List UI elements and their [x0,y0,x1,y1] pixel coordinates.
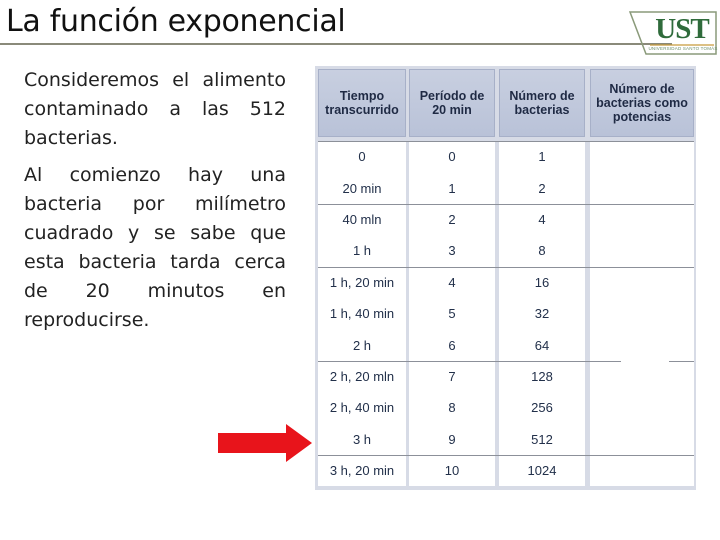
table-cell: 64 [534,337,550,353]
table-header-1: Período de 20 min [409,69,495,137]
table-cell [590,361,694,392]
table-divider [318,141,694,142]
title-underline [0,43,672,45]
logo-text: UST [655,13,709,45]
table-cell: 3 [448,243,456,259]
table-cell [590,392,694,423]
slide-title: La función exponencial [6,4,346,39]
table-cell: 5 [448,306,456,322]
right-arrow-icon [218,424,312,462]
table-cell: 16 [534,274,550,290]
table-cell [590,204,694,235]
table-cell: 40 mln [342,211,382,227]
table-divider [318,204,694,205]
table-cell [590,329,694,360]
table-column-3 [590,141,694,486]
table-divider [318,267,694,268]
table-cell: 1 [448,180,456,196]
table-cell [590,141,694,172]
logo-subtitle: UNIVERSIDAD SANTO TOMÁS [648,46,718,51]
table-cell: 6 [448,337,456,353]
body-text [24,66,286,343]
paragraph-2: Al comienzo hay una bacteria por milímetro cuadrado y se sabe que esta bacteria tarda cerca de 20 minutos en reproducirse. [24,164,286,331]
table-cell [590,298,694,329]
table-cell: 3 h [352,431,372,447]
table-cell: 128 [531,368,553,384]
table-cell: 10 [444,463,460,479]
table-cell: 2 [538,180,546,196]
table-cell: 256 [531,400,553,416]
table-cell: 4 [448,274,456,290]
table-column-1 [409,141,495,486]
table-cell: 1 h, 40 min [329,306,395,322]
table-cell: 1 [538,149,546,165]
table-cell [590,455,694,486]
table-cell: 2 [448,211,456,227]
table-cell: 9 [448,431,456,447]
table-cell: 32 [534,306,550,322]
table-cell: 8 [538,243,546,259]
table-header-2: Número de bacterias [499,69,585,137]
table-cell: 3 h, 20 min [329,463,395,479]
table-header-3: Número de bacterias como potencias [590,69,694,137]
table-cell [590,267,694,298]
table-cell: 2 h, 40 min [329,400,395,416]
bacteria-table [315,66,696,490]
table-cell: 1 h [352,243,372,259]
table-column-0 [318,141,406,486]
table-cell: 2 h, 20 mln [329,368,395,384]
table-cell: 1024 [527,463,557,479]
table-cover [621,358,669,364]
table-cell: 7 [448,368,456,384]
table-cell: 512 [531,431,553,447]
table-cell: 8 [448,400,456,416]
ust-logo [628,8,718,60]
table-cell [590,424,694,455]
table-cell: 20 min [342,180,382,196]
table-cell [590,172,694,203]
table-column-2 [499,141,585,486]
table-cell: 0 [358,149,366,165]
table-header-0: Tiempo transcurrido [318,69,406,137]
table-cell: 0 [448,149,456,165]
table-cell: 4 [538,211,546,227]
paragraph-1: Consideremos el alimento contaminado a las 512 bacterias. [24,69,286,149]
table-cell [590,235,694,266]
table-cell: 1 h, 20 min [329,274,395,290]
table-cell: 2 h [352,337,372,353]
table-divider [318,455,694,456]
